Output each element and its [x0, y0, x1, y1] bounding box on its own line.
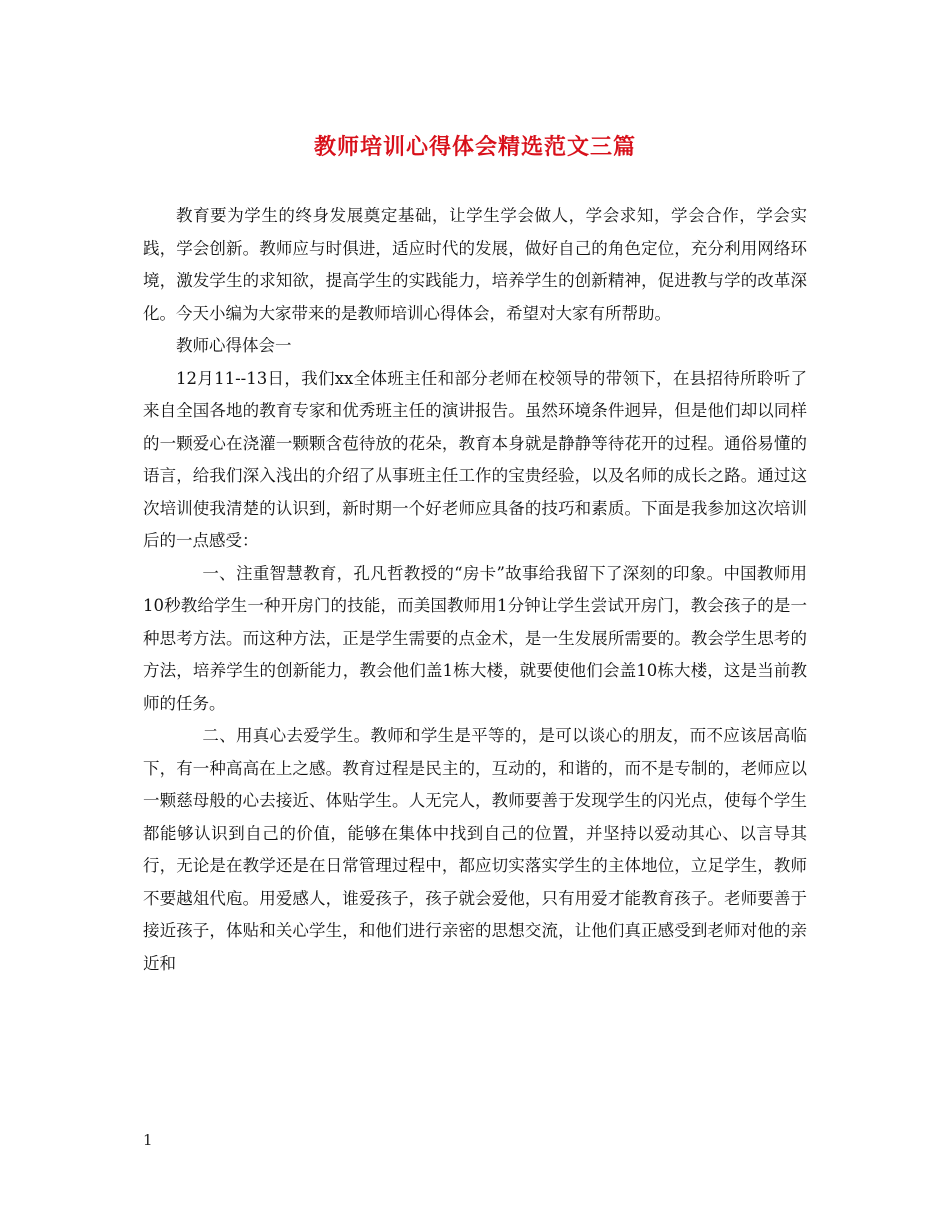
document-title: 教师培训心得体会精选范文三篇 — [313, 134, 636, 160]
intro-paragraph: 教育要为学生的终身发展奠定基础，让学生学会做人，学会求知，学会合作，学会实践，学会创新。教师应与时俱进，适应时代的发展，做好自己的角色定位，充分利用网络环境，激发学生的求知欲，提高学生的实践能力，培养学生的创新精神，促进教与学的改革深化。今天小编为大家带来的是教师培训心得体会，希望对大家有所帮助。 — [143, 206, 807, 323]
document-body — [143, 200, 807, 980]
body-paragraph: 12月11--13日，我们xx全体班主任和部分老师在校领导的带领下，在县招待所聆听了来自全国各地的教育专家和优秀班主任的演讲报告。虽然环境条件迥异，但是他们却以同样的一颗爱心在浇灌一颗颗含苞待放的花朵，教育本身就是静静等待花开的过程。通俗易懂的语言，给我们深入浅出的介绍了从事班主任工作的宝贵经验，以及名师的成长之路。通过这次培训使我清楚的认识到，新时期一个好老师应具备的技巧和素质。下面是我参加这次培训后的一点感受： — [143, 368, 807, 550]
section-heading: 教师心得体会一 — [176, 336, 292, 355]
body-paragraph: 二、用真心去爱学生。教师和学生是平等的，是可以谈心的朋友，而不应该居高临下，有一种高高在上之感。教育过程是民主的，互动的，和谐的，而不是专制的，老师应以一颗慈母般的心去接近、体贴学生。人无完人，教师要善于发现学生的闪光点，使每个学生都能够认识到自己的价值，能够在集体中找到自己的位置，并坚持以爱动其心、以言导其行，无论是在教学还是在日常管理过程中，都应切实落实学生的主体地位，立足学生，教师不要越俎代庖。用爱感人，谁爱孩子，孩子就会爱他，只有用爱才能教育孩子。老师要善于接近孩子，体贴和关心学生，和他们进行亲密的思想交流，让他们真正感受到老师对他的亲近和 — [143, 726, 807, 973]
page-number: 1 — [143, 1131, 153, 1149]
body-paragraph: 一、注重智慧教育，孔凡哲教授的“房卡”故事给我留下了深刻的印象。中国教师用10秒教给学生一种开房门的技能，而美国教师用1分钟让学生尝试开房门，教会孩子的是一种思考方法。而这种方法，正是学生需要的点金术，是一生发展所需要的。教会学生思考的方法，培养学生的创新能力，教会他们盖1栋大楼，就要使他们会盖10栋大楼，这是当前教师的任务。 — [143, 563, 807, 713]
